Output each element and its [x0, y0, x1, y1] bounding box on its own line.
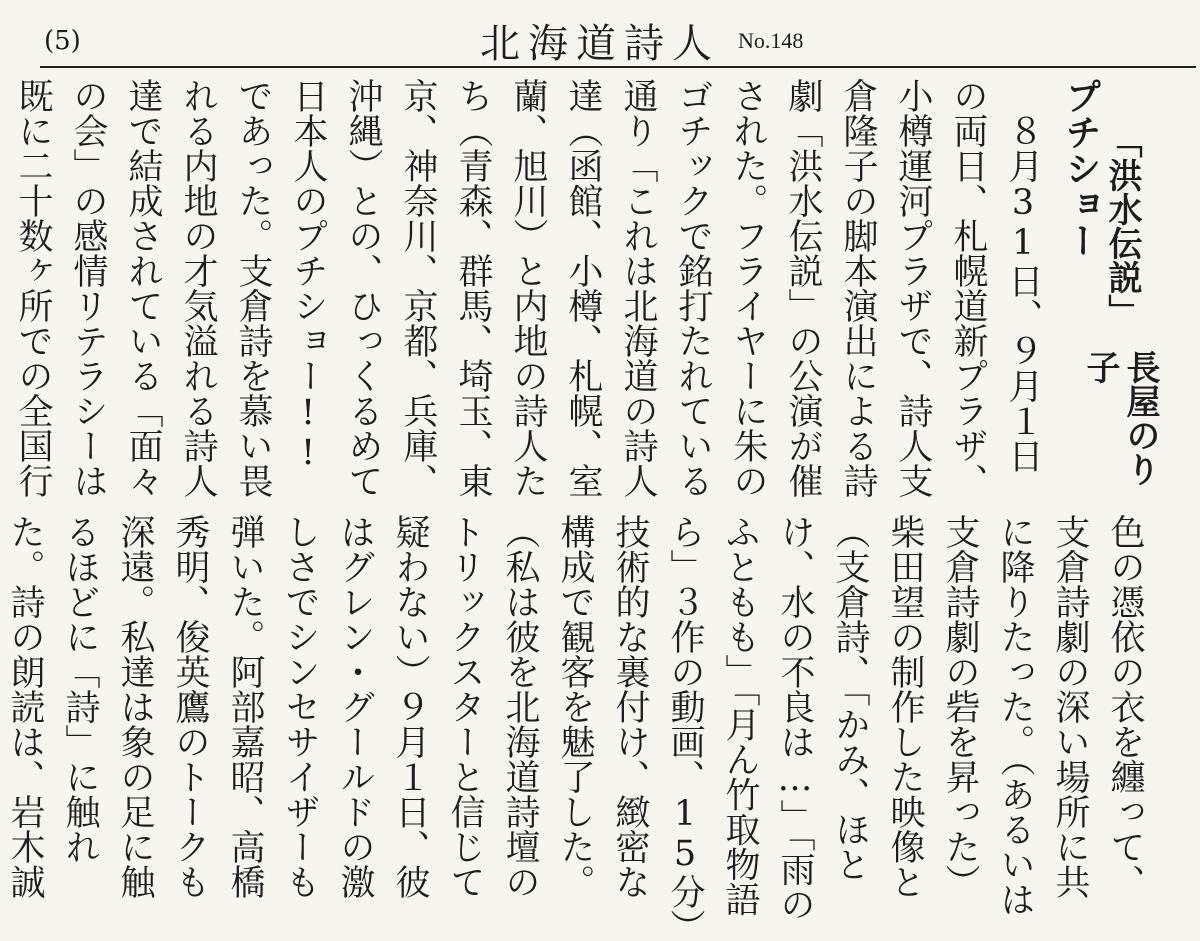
header-rule — [40, 66, 1196, 68]
article-title: プチショー — [1060, 78, 1101, 258]
article-subtitle: 「洪水伝説」 — [1102, 124, 1142, 328]
article-body-lower — [5, 514, 1152, 930]
page-header — [0, 0, 1200, 66]
article-text-lower: 色の憑依の衣を纏って、支倉詩劇の深い場所に共に降りたった。（あるいは支倉詩劇の砦を昇った）柴田望の制作した映像と（支倉詩、「かみ、ほとけ、水の不良は…」「雨のふともも」「月ん竹取物語ら」３作の動画、15分）技術的な裏付け、緻密な構成で観客を魅了した。（私は彼を北海道詩壇のトリックスターと信じて疑わない）９月１日、彼はグレン・グールドの激しさでシンセサイザーも弾いた。阿部嘉昭、高橋秀明、俊英鷹のトークも深遠。私達は象の足に触るほどに「詩」に触れた。詩の朗読は、岩木誠 — [5, 514, 1145, 927]
article-body-upper — [13, 78, 1152, 500]
publication-title: 北海道詩人 — [480, 21, 720, 67]
issue-number: No.148 — [738, 28, 804, 53]
page-number: (5) — [44, 26, 81, 56]
article-text-upper: ８月31日、９月１日の両日、札幌道新プラザ、小樽運河プラザで、詩人支倉隆子の脚本演出による詩劇「洪水伝説」の公演が催された。フライヤーに朱のゴチックで銘打たれている通り「これは北海道の詩人達（函館、小樽、札幌、室蘭、旭川）と内地の詩人たち（青森、群馬、埼玉、東京、神奈川、京都、兵庫、沖縄）との、ひっくるめて日本人のプチショー!!であった。支倉詩を慕い畏れる内地の才気溢れる詩人達で結成されている「面々の会」の感情リテラシーは既に二十数ヶ所での全国行 — [13, 78, 1043, 498]
article-author: 長屋のり子 — [1080, 350, 1160, 486]
